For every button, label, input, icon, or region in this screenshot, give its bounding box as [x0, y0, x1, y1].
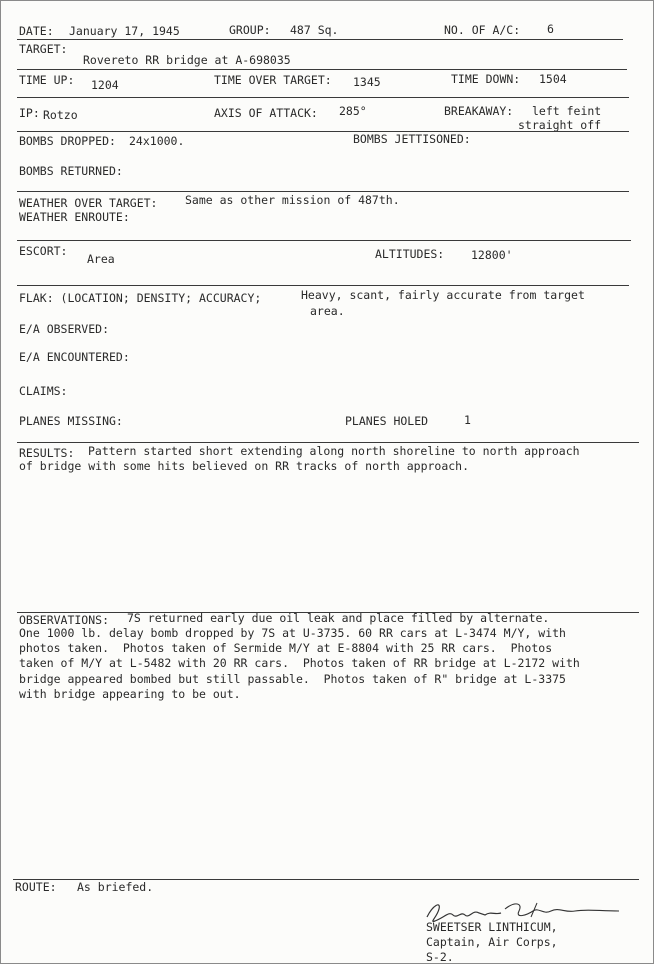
claims-label: CLAIMS: [19, 384, 68, 398]
target-value: Rovereto RR bridge at A-698035 [83, 53, 291, 67]
results-label: RESULTS: [19, 446, 75, 460]
route-value: As briefed. [77, 880, 154, 894]
observations-label: OBSERVATIONS: [19, 613, 110, 627]
signature-unit: S-2. [426, 950, 454, 964]
aircraft-count-label: NO. OF A/C: [444, 23, 521, 37]
bombs-dropped-label: BOMBS DROPPED: [19, 134, 116, 148]
escort-value: Area [87, 252, 115, 266]
planes-holed-label: PLANES HOLED [345, 414, 429, 428]
axis-of-attack-value: 285° [339, 104, 367, 118]
target-label: TARGET: [19, 42, 68, 56]
time-down-value: 1504 [539, 72, 567, 86]
observations-line4: taken of M/Y at L-5482 with 20 RR cars. Photos taken of RR bridge at L-2172 with [19, 656, 580, 670]
flak-label: FLAK: (LOCATION; DENSITY; ACCURACY; [19, 291, 262, 305]
planes-holed-value: 1 [464, 413, 471, 427]
escort-label: ESCORT: [19, 244, 68, 258]
observations-line3: photos taken. Photos taken of Sermide M/Y at E-8804 with 25 RR cars. Photos [19, 641, 553, 655]
rule [17, 39, 623, 40]
group-label: GROUP: [229, 23, 271, 37]
bombs-jettisoned-label: BOMBS JETTISONED: [353, 132, 471, 146]
aircraft-count-value: 6 [547, 22, 554, 36]
bombs-dropped-value: 24x1000. [129, 134, 185, 148]
time-up-label: TIME UP: [19, 73, 75, 87]
rule [17, 285, 629, 286]
ip-label: IP: [19, 106, 40, 120]
date-label: DATE: [19, 24, 54, 38]
flak-value-line2: area. [310, 304, 345, 318]
breakaway-value-line1: left feint [532, 104, 602, 118]
time-up-value: 1204 [91, 78, 119, 92]
axis-of-attack-label: AXIS OF ATTACK: [214, 106, 318, 120]
observations-line1: 7S returned early due oil leak and place filled by alternate. [127, 611, 550, 625]
rule [17, 191, 629, 192]
results-line2: of bridge with some hits believed on RR tracks of north approach. [19, 459, 470, 473]
rule [17, 240, 631, 241]
breakaway-label: BREAKAWAY: [444, 104, 514, 118]
route-label: ROUTE: [15, 880, 57, 894]
results-line1: Pattern started short extending along north shoreline to north approach [88, 444, 580, 458]
group-value: 487 Sq. [290, 23, 339, 37]
rule [17, 97, 629, 98]
altitudes-value: 12800' [471, 248, 513, 262]
flak-value-line1: Heavy, scant, fairly accurate from target [301, 288, 585, 302]
observations-line5: bridge appeared bombed but still passable. Photos taken of R" bridge at L-3375 [19, 672, 566, 686]
ea-observed-label: E/A OBSERVED: [19, 322, 110, 336]
weather-enroute-label: WEATHER ENROUTE: [19, 210, 130, 224]
altitudes-label: ALTITUDES: [375, 247, 445, 261]
rule [17, 69, 627, 70]
ip-value: Rotzo [43, 108, 78, 122]
observations-line6: with bridge appearing to be out. [19, 687, 241, 701]
rule [17, 131, 629, 132]
time-over-target-label: TIME OVER TARGET: [214, 73, 332, 87]
date-value: January 17, 1945 [69, 24, 180, 38]
time-down-label: TIME DOWN: [451, 72, 521, 86]
breakaway-value-line2: straight off [518, 118, 602, 132]
time-over-target-value: 1345 [353, 75, 381, 89]
weather-over-target-label: WEATHER OVER TARGET: [19, 196, 158, 210]
signature-name: SWEETSER LINTHICUM, [426, 920, 558, 934]
weather-over-target-value: Same as other mission of 487th. [185, 193, 400, 207]
signature-rank: Captain, Air Corps, [426, 935, 558, 949]
rule [17, 442, 639, 443]
planes-missing-label: PLANES MISSING: [19, 414, 123, 428]
observations-line2: One 1000 lb. delay bomb dropped by 7S at U-3735. 60 RR cars at L-3474 M/Y, with [19, 626, 566, 640]
bombs-returned-label: BOMBS RETURNED: [19, 164, 123, 178]
ea-encountered-label: E/A ENCOUNTERED: [19, 350, 130, 364]
